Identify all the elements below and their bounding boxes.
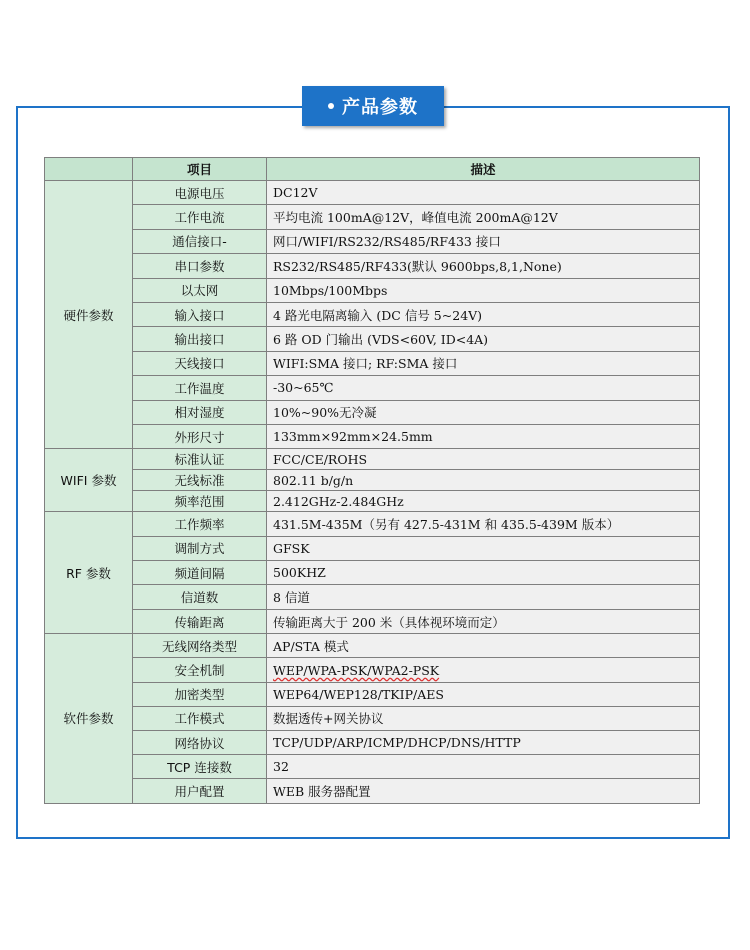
row-item: 电源电压 [133, 181, 267, 205]
row-desc: 431.5M-435M（另有 427.5-431M 和 435.5-439M 版本） [267, 512, 700, 536]
row-item: 以太网 [133, 278, 267, 302]
row-desc: WIFI:SMA 接口; RF:SMA 接口 [267, 351, 700, 375]
row-desc: RS232/RS485/RF433(默认 9600bps,8,1,None) [267, 254, 700, 278]
table-row [45, 205, 700, 229]
row-item: 频道间隔 [133, 561, 267, 585]
table-row [45, 779, 700, 803]
group-software: 软件参数 [45, 634, 133, 803]
row-item: 工作模式 [133, 706, 267, 730]
table-row [45, 682, 700, 706]
row-desc: 10%~90%无冷凝 [267, 400, 700, 424]
row-item: 输入接口 [133, 302, 267, 326]
section-title-badge [302, 86, 444, 126]
header-item: 项目 [133, 158, 267, 181]
table-row [45, 400, 700, 424]
group-hardware: 硬件参数 [45, 181, 133, 449]
row-item: 用户配置 [133, 779, 267, 803]
row-item: 调制方式 [133, 536, 267, 560]
row-desc: WEB 服务器配置 [267, 779, 700, 803]
row-desc: 6 路 OD 门输出 (VDS<60V, ID<4A) [267, 327, 700, 351]
table-row [45, 449, 700, 470]
row-desc: 133mm×92mm×24.5mm [267, 424, 700, 448]
row-item: 工作频率 [133, 512, 267, 536]
row-desc: 4 路光电隔离输入 (DC 信号 5~24V) [267, 302, 700, 326]
row-item: 信道数 [133, 585, 267, 609]
row-desc: 传输距离大于 200 米（具体视环境而定） [267, 609, 700, 633]
row-desc: WEP64/WEP128/TKIP/AES [267, 682, 700, 706]
header-empty [45, 158, 133, 181]
row-item: 工作温度 [133, 376, 267, 400]
row-desc [267, 658, 700, 682]
row-desc: 802.11 b/g/n [267, 470, 700, 491]
row-desc: 8 信道 [267, 585, 700, 609]
table-row [45, 609, 700, 633]
row-item: 串口参数 [133, 254, 267, 278]
table-row [45, 634, 700, 658]
table-row [45, 278, 700, 302]
group-wifi: WIFI 参数 [45, 449, 133, 512]
row-item: 通信接口- [133, 229, 267, 253]
table-row [45, 470, 700, 491]
row-item: 无线网络类型 [133, 634, 267, 658]
row-item: 输出接口 [133, 327, 267, 351]
row-item: 标准认证 [133, 449, 267, 470]
group-rf: RF 参数 [45, 512, 133, 634]
row-desc: 2.412GHz-2.484GHz [267, 491, 700, 512]
table-row [45, 327, 700, 351]
row-item: 天线接口 [133, 351, 267, 375]
row-desc: 10Mbps/100Mbps [267, 278, 700, 302]
row-desc: -30~65℃ [267, 376, 700, 400]
row-item: 网络协议 [133, 731, 267, 755]
row-desc: 网口/WIFI/RS232/RS485/RF433 接口 [267, 229, 700, 253]
product-spec-table [44, 157, 700, 804]
row-item: 频率范围 [133, 491, 267, 512]
row-desc: FCC/CE/ROHS [267, 449, 700, 470]
table-row [45, 302, 700, 326]
table-header-row [45, 158, 700, 181]
bullet-dot-icon [328, 103, 334, 109]
row-desc: 平均电流 100mA@12V，峰值电流 200mA@12V [267, 205, 700, 229]
row-item: 无线标准 [133, 470, 267, 491]
row-desc: DC12V [267, 181, 700, 205]
table-row [45, 181, 700, 205]
row-desc: AP/STA 模式 [267, 634, 700, 658]
row-desc: GFSK [267, 536, 700, 560]
table-row [45, 755, 700, 779]
table-row [45, 229, 700, 253]
table-row [45, 512, 700, 536]
section-title: 产品参数 [342, 97, 418, 118]
row-desc: TCP/UDP/ARP/ICMP/DHCP/DNS/HTTP [267, 731, 700, 755]
table-row [45, 585, 700, 609]
table-row [45, 706, 700, 730]
table-row [45, 491, 700, 512]
row-desc: 500KHZ [267, 561, 700, 585]
row-item: TCP 连接数 [133, 755, 267, 779]
row-item: 传输距离 [133, 609, 267, 633]
table-row [45, 731, 700, 755]
row-item: 相对湿度 [133, 400, 267, 424]
row-desc: 数据透传+网关协议 [267, 706, 700, 730]
table-row [45, 254, 700, 278]
row-item: 安全机制 [133, 658, 267, 682]
table-row [45, 351, 700, 375]
table-row [45, 424, 700, 448]
row-desc-text: WEP/WPA-PSK/WPA2-PSK [273, 662, 440, 678]
header-desc: 描述 [267, 158, 700, 181]
row-item: 外形尺寸 [133, 424, 267, 448]
table-row [45, 376, 700, 400]
row-desc: 32 [267, 755, 700, 779]
table-row [45, 561, 700, 585]
row-item: 工作电流 [133, 205, 267, 229]
table-row [45, 536, 700, 560]
table-row [45, 658, 700, 682]
row-item: 加密类型 [133, 682, 267, 706]
